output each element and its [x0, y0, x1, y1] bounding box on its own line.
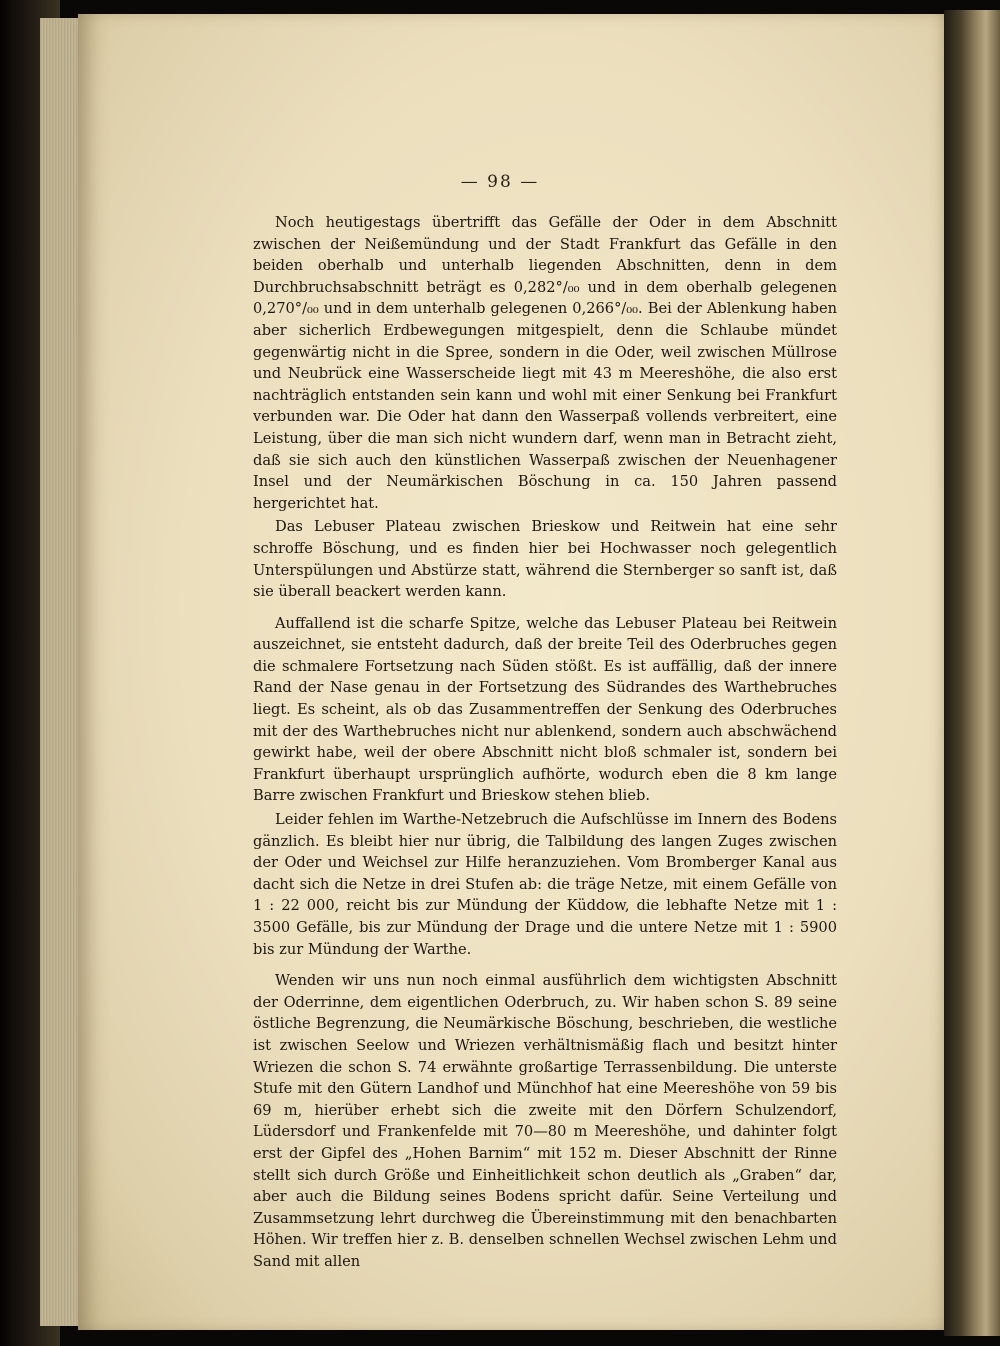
paragraph-4: Leider fehlen im Warthe-Netzebruch die Aufschlüsse im Innern des Bodens gänzlich. Es bleibt hier nur übrig, die Talbildung des langen Zuges zwischen der Oder und Weichsel zur Hilfe heranzuziehen. Vom Bromberger Kanal aus dacht sich die Netze in drei Stufen ab: die träge Netze, mit einem Gefälle von 1 : 22 000, reicht bis zur Mündung der Küddow, die lebhafte Netze mit 1 : 3500 Gefälle, bis zur Mündung der Drage und die untere Netze mit 1 : 5900 bis zur Mündung der Warthe. [253, 811, 837, 958]
next-page-edge [944, 10, 1000, 1336]
body-text [253, 212, 837, 1273]
page-number: — 98 — [460, 172, 540, 192]
page-edges [40, 18, 80, 1326]
paragraph-3: Auffallend ist die scharfe Spitze, welche das Lebuser Plateau bei Reitwein auszeichnet, sie entsteht dadurch, daß der breite Teil des Oderbruches gegen die schmalere Fortsetzung nach Süden stößt. Es ist auffällig, daß der innere Rand der Nase genau in der Fortsetzung des Südrandes des Warthebruches liegt. Es scheint, als ob das Zusammentreffen der Senkung des Oderbruches mit der des Warthebruches nicht nur ablenkend, sondern auch abschwächend gewirkt habe, weil der obere Abschnitt nicht bloß schmaler ist, sondern bei Frankfurt überhaupt ursprünglich aufhörte, wodurch eben die 8 km lange Barre zwischen Frankfurt und Brieskow stehen blieb. [253, 614, 837, 805]
paragraph-2: Das Lebuser Plateau zwischen Brieskow und Reitwein hat eine sehr schroffe Böschung, und es finden hier bei Hochwasser noch gelegentlich Unterspülungen und Abstürze statt, während die Sternberger so sanft ist, daß sie überall beackert werden kann. [253, 518, 837, 601]
paragraph-1: Noch heutigestags übertrifft das Gefälle der Oder in dem Abschnitt zwischen der Neißemündung und der Stadt Frankfurt das Gefälle in den beiden oberhalb und unterhalb liegenden Abschnitten, denn in dem Durchbruchsabschnitt beträgt es 0,282°/₀₀ und in dem oberhalb gelegenen 0,270°/₀₀ und in dem unterhalb gelegenen 0,266°/₀₀. Bei der Ablenkung haben aber sicherlich Erdbewegungen mitgespielt, denn die Schlaube mündet gegenwärtig nicht in die Spree, sondern in die Oder, weil zwischen Müllrose und Neubrück eine Wasserscheide liegt mit 43 m Meereshöhe, die also erst nachträglich entstanden sein kann und wohl mit einer Senkung bei Frankfurt verbunden war. Die Oder hat dann den Wasserpaß vollends verbreitert, eine Leistung, über die man sich nicht wundern darf, wenn man in Betracht zieht, daß sie sich auch den künstlichen Wasserpaß zwischen der Neuenhagener Insel und der Neumärkischen Böschung in ca. 150 Jahren passend hergerichtet hat. [253, 214, 837, 512]
paragraph-5: Wenden wir uns nun noch einmal ausführlich dem wichtigsten Abschnitt der Oderrinne, dem eigentlichen Oderbruch, zu. Wir haben schon S. 89 seine östliche Begrenzung, die Neumärkische Böschung, beschrieben, die westliche ist zwischen Seelow und Wriezen verhältnismäßig flach und besitzt hinter Wriezen die schon S. 74 erwähnte großartige Terrassenbildung. Die unterste Stufe mit den Gütern Landhof und Münchhof hat eine Meereshöhe von 59 bis 69 m, hierüber erhebt sich die zweite mit den Dörfern Schulzendorf, Lüdersdorf und Frankenfelde mit 70—80 m Meereshöhe, und dahinter folgt erst der Gipfel des „Hohen Barnim“ mit 152 m. Dieser Abschnitt der Rinne stellt sich durch Größe und Einheitlichkeit schon deutlich als „Graben“ dar, aber auch die Bildung seines Bodens spricht dafür. Seine Verteilung und Zusammsetzung lehrt durchweg die Übereinstimmung mit den benachbarten Höhen. Wir treffen hier z. B. denselben schnellen Wechsel zwischen Lehm und Sand mit allen [253, 972, 837, 1270]
